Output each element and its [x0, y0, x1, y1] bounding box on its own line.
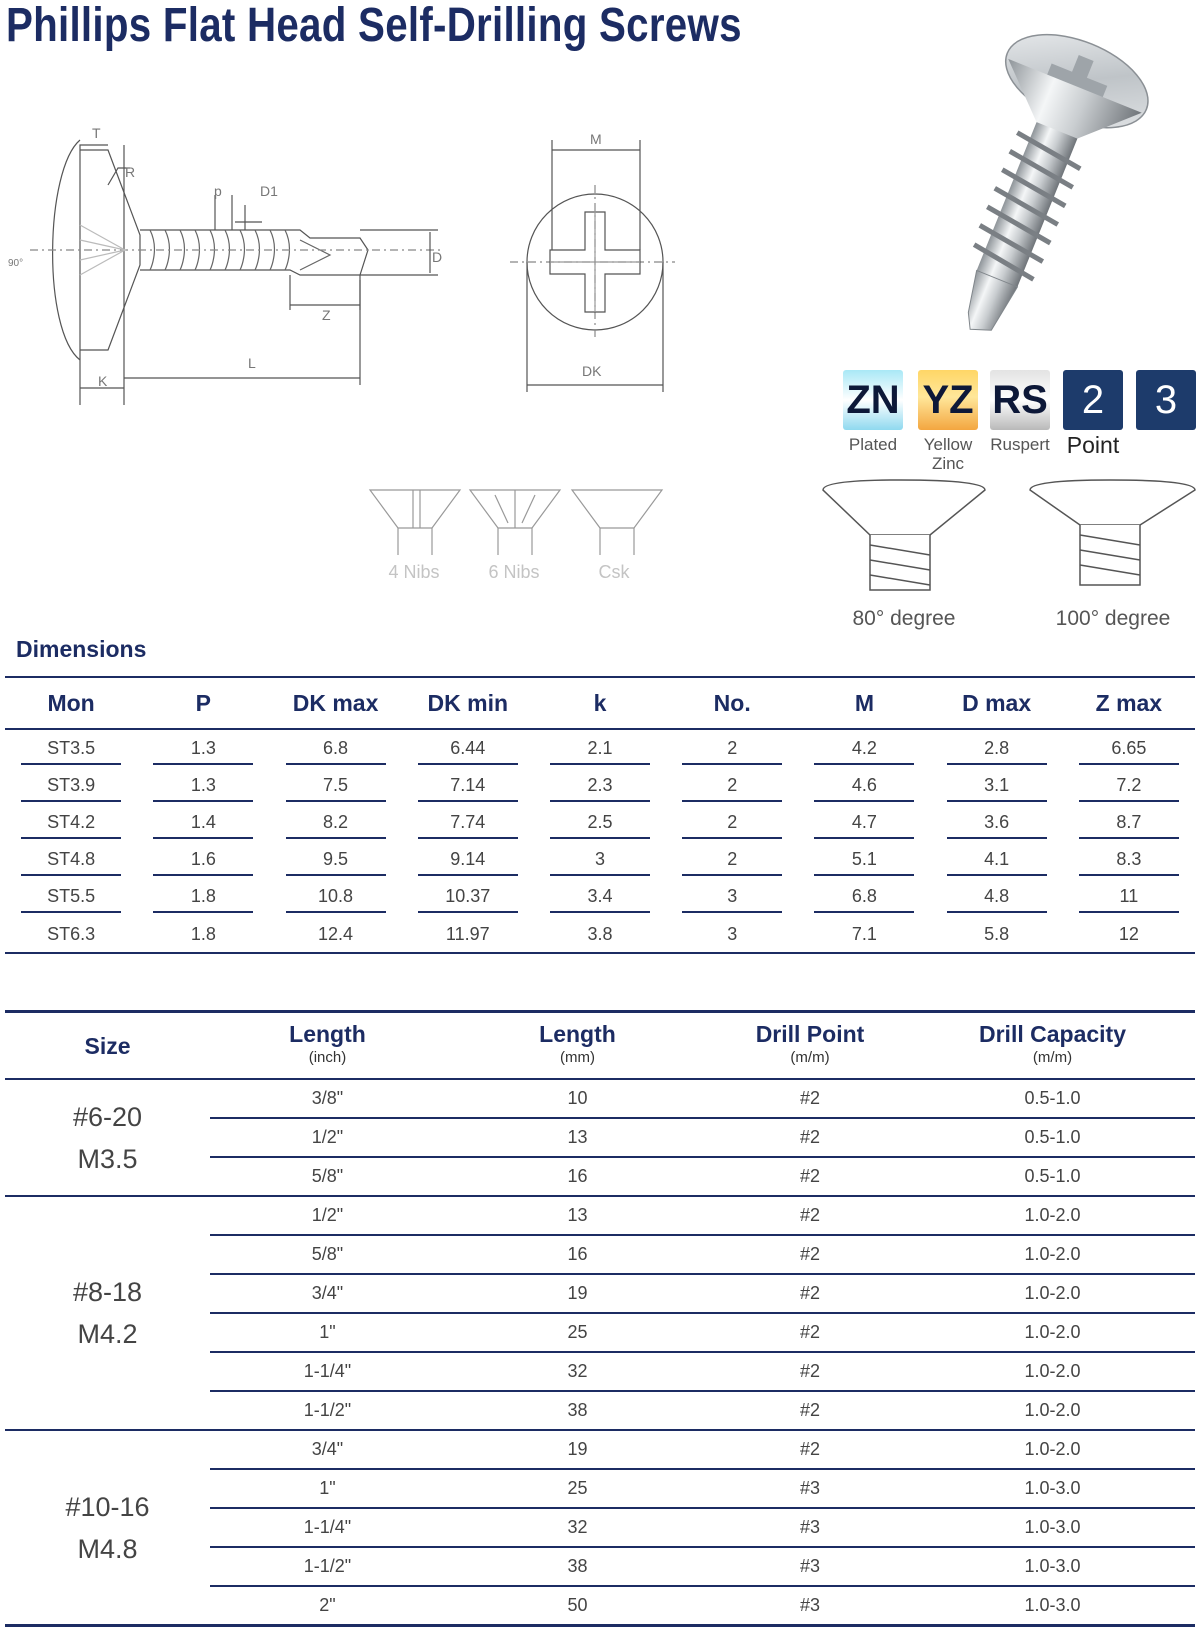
table-cell — [798, 729, 930, 767]
dim-col-header: M — [798, 677, 930, 729]
table-cell — [931, 804, 1063, 841]
badge-rs: RS — [990, 370, 1050, 430]
nib-label-4: 4 Nibs — [388, 562, 440, 582]
table-cell — [402, 729, 534, 767]
label-k: K — [98, 373, 108, 389]
table-cell: #2 — [710, 1352, 910, 1391]
table-cell — [402, 804, 534, 841]
cell-value: 12 — [1118, 923, 1139, 944]
table-row — [5, 1430, 1195, 1469]
header-label: Length — [539, 1020, 616, 1047]
table-cell — [534, 878, 666, 915]
table-cell: #3 — [710, 1508, 910, 1547]
length-col-header — [210, 1012, 445, 1080]
table-cell — [137, 915, 269, 953]
table-cell — [5, 767, 137, 804]
table-cell: 3/8" — [210, 1079, 445, 1118]
table-cell — [137, 878, 269, 915]
cell-value: 12.4 — [318, 923, 354, 944]
dim-col-header: DK min — [402, 677, 534, 729]
table-cell — [1063, 729, 1195, 767]
table-cell: 1-1/4" — [210, 1508, 445, 1547]
table-cell — [534, 729, 666, 767]
table-cell — [666, 729, 798, 767]
cell-value: ST3.5 — [21, 733, 121, 765]
table-cell: 1.0-2.0 — [910, 1313, 1195, 1352]
table-cell: 1" — [210, 1313, 445, 1352]
cell-value: 8.3 — [1079, 844, 1179, 876]
label-d: D — [432, 249, 443, 265]
cell-value: 7.1 — [851, 923, 877, 944]
table-row — [5, 1079, 1195, 1118]
technical-drawing — [0, 0, 1200, 640]
cell-value: 1.3 — [153, 770, 253, 802]
cell-value: 2.3 — [550, 770, 650, 802]
cell-value: 7.14 — [418, 770, 518, 802]
dim-col-header: DK max — [269, 677, 401, 729]
table-cell: 38 — [445, 1547, 710, 1586]
dim-col-header: k — [534, 677, 666, 729]
table-cell — [931, 878, 1063, 915]
table-cell: 1.0-3.0 — [910, 1586, 1195, 1626]
table-cell: #2 — [710, 1196, 910, 1235]
table-cell: 25 — [445, 1313, 710, 1352]
table-cell — [402, 767, 534, 804]
table-cell — [402, 841, 534, 878]
cell-value: 3 — [727, 923, 738, 944]
label-angle: 90° — [8, 258, 24, 269]
dimensions-header-row — [5, 677, 1195, 729]
table-cell: 1.0-3.0 — [910, 1547, 1195, 1586]
cell-value: ST4.8 — [21, 844, 121, 876]
table-cell: #2 — [710, 1274, 910, 1313]
badge-point-2: 2 — [1063, 370, 1123, 430]
size-cell — [5, 1196, 210, 1430]
label-d1: D1 — [260, 183, 278, 199]
table-cell — [137, 804, 269, 841]
label-z: Z — [322, 307, 331, 323]
table-cell: 0.5-1.0 — [910, 1079, 1195, 1118]
table-cell: #2 — [710, 1157, 910, 1196]
cell-value: ST3.9 — [21, 770, 121, 802]
table-cell: 1.0-2.0 — [910, 1274, 1195, 1313]
table-cell: 38 — [445, 1391, 710, 1430]
table-cell: #2 — [710, 1313, 910, 1352]
table-cell — [666, 841, 798, 878]
cell-value: 4.7 — [814, 807, 914, 839]
table-cell: #3 — [710, 1547, 910, 1586]
table-cell: 5/8" — [210, 1157, 445, 1196]
label-m: M — [590, 131, 602, 147]
cell-value: 10.37 — [418, 881, 518, 913]
table-cell: 3/4" — [210, 1274, 445, 1313]
table-cell: 10 — [445, 1079, 710, 1118]
cell-value: ST6.3 — [47, 923, 96, 944]
table-cell: 13 — [445, 1196, 710, 1235]
table-cell — [269, 915, 401, 953]
table-cell — [666, 878, 798, 915]
table-cell — [931, 915, 1063, 953]
badge-rs-caption: Ruspert — [990, 435, 1050, 454]
table-cell: 1.0-2.0 — [910, 1430, 1195, 1469]
nib-variants — [370, 490, 662, 555]
size-metric: M3.5 — [77, 1143, 138, 1174]
cell-value: 3.1 — [947, 770, 1047, 802]
table-cell: 5/8" — [210, 1235, 445, 1274]
badge-zn: ZN — [843, 370, 903, 430]
table-cell — [931, 729, 1063, 767]
cell-value: ST5.5 — [21, 881, 121, 913]
table-cell — [137, 729, 269, 767]
table-cell — [5, 878, 137, 915]
header-unit: (inch) — [308, 1048, 347, 1066]
table-cell: 1.0-3.0 — [910, 1508, 1195, 1547]
dimensions-heading: Dimensions — [16, 636, 147, 662]
cell-value: 6.8 — [286, 733, 386, 765]
length-table — [5, 1010, 1195, 1627]
table-cell — [269, 841, 401, 878]
table-cell: 3/4" — [210, 1430, 445, 1469]
cell-value: 1.6 — [153, 844, 253, 876]
table-cell — [5, 841, 137, 878]
table-cell: 1-1/4" — [210, 1352, 445, 1391]
table-cell: #2 — [710, 1430, 910, 1469]
table-cell: 0.5-1.0 — [910, 1157, 1195, 1196]
header-label: Size — [84, 1032, 131, 1059]
table-row — [5, 804, 1195, 841]
cell-value: 10.8 — [286, 881, 386, 913]
table-cell — [798, 915, 930, 953]
badge-point-3: 3 — [1136, 370, 1196, 430]
cell-value: ST4.2 — [21, 807, 121, 839]
dim-col-header: No. — [666, 677, 798, 729]
length-col-header — [710, 1012, 910, 1080]
table-cell: 1.0-2.0 — [910, 1352, 1195, 1391]
cell-value: 1.8 — [153, 881, 253, 913]
table-cell — [534, 915, 666, 953]
cell-value: 3 — [682, 881, 782, 913]
table-cell — [269, 804, 401, 841]
table-cell — [534, 804, 666, 841]
table-cell: 19 — [445, 1430, 710, 1469]
table-cell: 1/2" — [210, 1118, 445, 1157]
head-100-drawing — [1030, 480, 1195, 585]
degree-80-label: 80° degree — [852, 607, 956, 630]
table-cell — [1063, 915, 1195, 953]
cell-value: 4.6 — [814, 770, 914, 802]
table-cell — [1063, 767, 1195, 804]
size-cell — [5, 1079, 210, 1196]
table-cell — [666, 767, 798, 804]
table-cell — [402, 878, 534, 915]
cell-value: 2.8 — [947, 733, 1047, 765]
table-cell: #2 — [710, 1118, 910, 1157]
cell-value: 3 — [550, 844, 650, 876]
table-cell — [5, 729, 137, 767]
cell-value: 1.3 — [153, 733, 253, 765]
table-cell: #3 — [710, 1469, 910, 1508]
size-imperial: #8-18 — [72, 1277, 143, 1307]
table-cell — [1063, 841, 1195, 878]
table-cell: 1" — [210, 1469, 445, 1508]
page-title: Phillips Flat Head Self-Drilling Screws — [6, 0, 742, 52]
table-cell: 1-1/2" — [210, 1547, 445, 1586]
header-label: Drill Capacity — [979, 1020, 1126, 1047]
cell-value: 6.65 — [1079, 733, 1179, 765]
degree-100-label: 100° degree — [1055, 607, 1171, 630]
header-unit: (m/m) — [1032, 1048, 1073, 1066]
nib-label-6: 6 Nibs — [488, 562, 540, 582]
header-unit: (mm) — [560, 1048, 595, 1066]
cell-value: 9.5 — [286, 844, 386, 876]
point-caption: Point — [1066, 432, 1120, 458]
cell-value: 9.14 — [418, 844, 518, 876]
table-row — [5, 878, 1195, 915]
table-cell — [666, 804, 798, 841]
table-cell — [798, 767, 930, 804]
length-col-header — [910, 1012, 1195, 1080]
table-cell: 1.0-3.0 — [910, 1469, 1195, 1508]
dim-col-header: Mon — [5, 677, 137, 729]
label-r: R — [125, 164, 136, 180]
cell-value: 2.1 — [550, 733, 650, 765]
cell-value: 6.8 — [814, 881, 914, 913]
length-header-row — [5, 1012, 1195, 1080]
table-cell — [798, 804, 930, 841]
dimensions-table — [5, 676, 1195, 954]
label-t: T — [92, 125, 101, 141]
cell-value: 6.44 — [418, 733, 518, 765]
table-cell: 32 — [445, 1352, 710, 1391]
header-label: Length — [289, 1020, 366, 1047]
cell-value: 3.6 — [947, 807, 1047, 839]
table-cell: 1.0-2.0 — [910, 1235, 1195, 1274]
badge-yz: YZ — [918, 370, 978, 430]
table-cell: #3 — [710, 1586, 910, 1626]
badge-zn-caption: Plated — [848, 435, 898, 454]
dim-col-header: Z max — [1063, 677, 1195, 729]
table-cell — [931, 767, 1063, 804]
cell-value: 7.5 — [286, 770, 386, 802]
cell-value: 5.8 — [984, 923, 1010, 944]
dim-col-header: P — [137, 677, 269, 729]
table-cell — [5, 915, 137, 953]
table-cell — [1063, 878, 1195, 915]
table-row — [5, 841, 1195, 878]
size-metric: M4.8 — [77, 1533, 138, 1564]
cell-value: 2.5 — [550, 807, 650, 839]
table-cell: 1.0-2.0 — [910, 1196, 1195, 1235]
side-view-drawing — [30, 140, 443, 405]
table-cell — [666, 915, 798, 953]
table-cell — [137, 841, 269, 878]
table-cell — [931, 841, 1063, 878]
table-cell — [5, 804, 137, 841]
table-cell: 0.5-1.0 — [910, 1118, 1195, 1157]
cell-value: 2 — [682, 807, 782, 839]
cell-value: 4.2 — [814, 733, 914, 765]
table-cell: 16 — [445, 1235, 710, 1274]
length-col-header — [445, 1012, 710, 1080]
table-cell — [269, 878, 401, 915]
cell-value: 1.8 — [190, 923, 216, 944]
table-cell: #2 — [710, 1391, 910, 1430]
table-cell: 25 — [445, 1469, 710, 1508]
table-cell: 32 — [445, 1508, 710, 1547]
cell-value: 2 — [682, 733, 782, 765]
cell-value: 11 — [1079, 881, 1179, 913]
cell-value: 2 — [682, 844, 782, 876]
top-view-drawing — [510, 140, 675, 392]
header-unit: (m/m) — [790, 1048, 830, 1066]
table-cell: 1.0-2.0 — [910, 1391, 1195, 1430]
cell-value: 2 — [682, 770, 782, 802]
badge-yz-caption: Yellow Zinc — [923, 435, 973, 473]
cell-value: 4.8 — [947, 881, 1047, 913]
table-row — [5, 1196, 1195, 1235]
table-cell — [269, 767, 401, 804]
label-p: p — [214, 183, 222, 199]
cell-value: 1.4 — [153, 807, 253, 839]
label-dk: DK — [582, 363, 602, 379]
header-label: Drill Point — [755, 1020, 865, 1047]
cell-value: 8.2 — [286, 807, 386, 839]
table-cell — [534, 841, 666, 878]
table-cell — [269, 729, 401, 767]
table-cell: #2 — [710, 1079, 910, 1118]
label-l: L — [248, 355, 256, 371]
screw-illustration — [906, 16, 1161, 360]
table-cell: 1/2" — [210, 1196, 445, 1235]
size-imperial: #10-16 — [65, 1491, 150, 1522]
table-cell: #2 — [710, 1235, 910, 1274]
size-cell — [5, 1430, 210, 1626]
cell-value: 3.4 — [550, 881, 650, 913]
cell-value: 11.97 — [445, 923, 490, 944]
cell-value: 3.8 — [587, 923, 613, 944]
table-cell — [137, 767, 269, 804]
length-col-header — [5, 1012, 210, 1080]
table-cell: 1-1/2" — [210, 1391, 445, 1430]
table-cell — [402, 915, 534, 953]
table-row — [5, 915, 1195, 953]
table-cell: 16 — [445, 1157, 710, 1196]
table-cell: 19 — [445, 1274, 710, 1313]
size-metric: M4.2 — [77, 1319, 138, 1349]
size-imperial: #6-20 — [72, 1101, 143, 1132]
cell-value: 8.7 — [1079, 807, 1179, 839]
table-row — [5, 767, 1195, 804]
table-cell — [1063, 804, 1195, 841]
table-cell: 13 — [445, 1118, 710, 1157]
cell-value: 4.1 — [947, 844, 1047, 876]
nib-label-csk: Csk — [598, 562, 630, 582]
table-cell — [798, 878, 930, 915]
table-cell: 50 — [445, 1586, 710, 1626]
cell-value: 7.74 — [418, 807, 518, 839]
table-cell — [798, 841, 930, 878]
table-row — [5, 729, 1195, 767]
cell-value: 5.1 — [814, 844, 914, 876]
table-cell: 2" — [210, 1586, 445, 1626]
table-cell — [534, 767, 666, 804]
cell-value: 7.2 — [1079, 770, 1179, 802]
head-80-drawing — [823, 480, 985, 590]
dim-col-header: D max — [931, 677, 1063, 729]
finish-badges — [843, 370, 1198, 473]
